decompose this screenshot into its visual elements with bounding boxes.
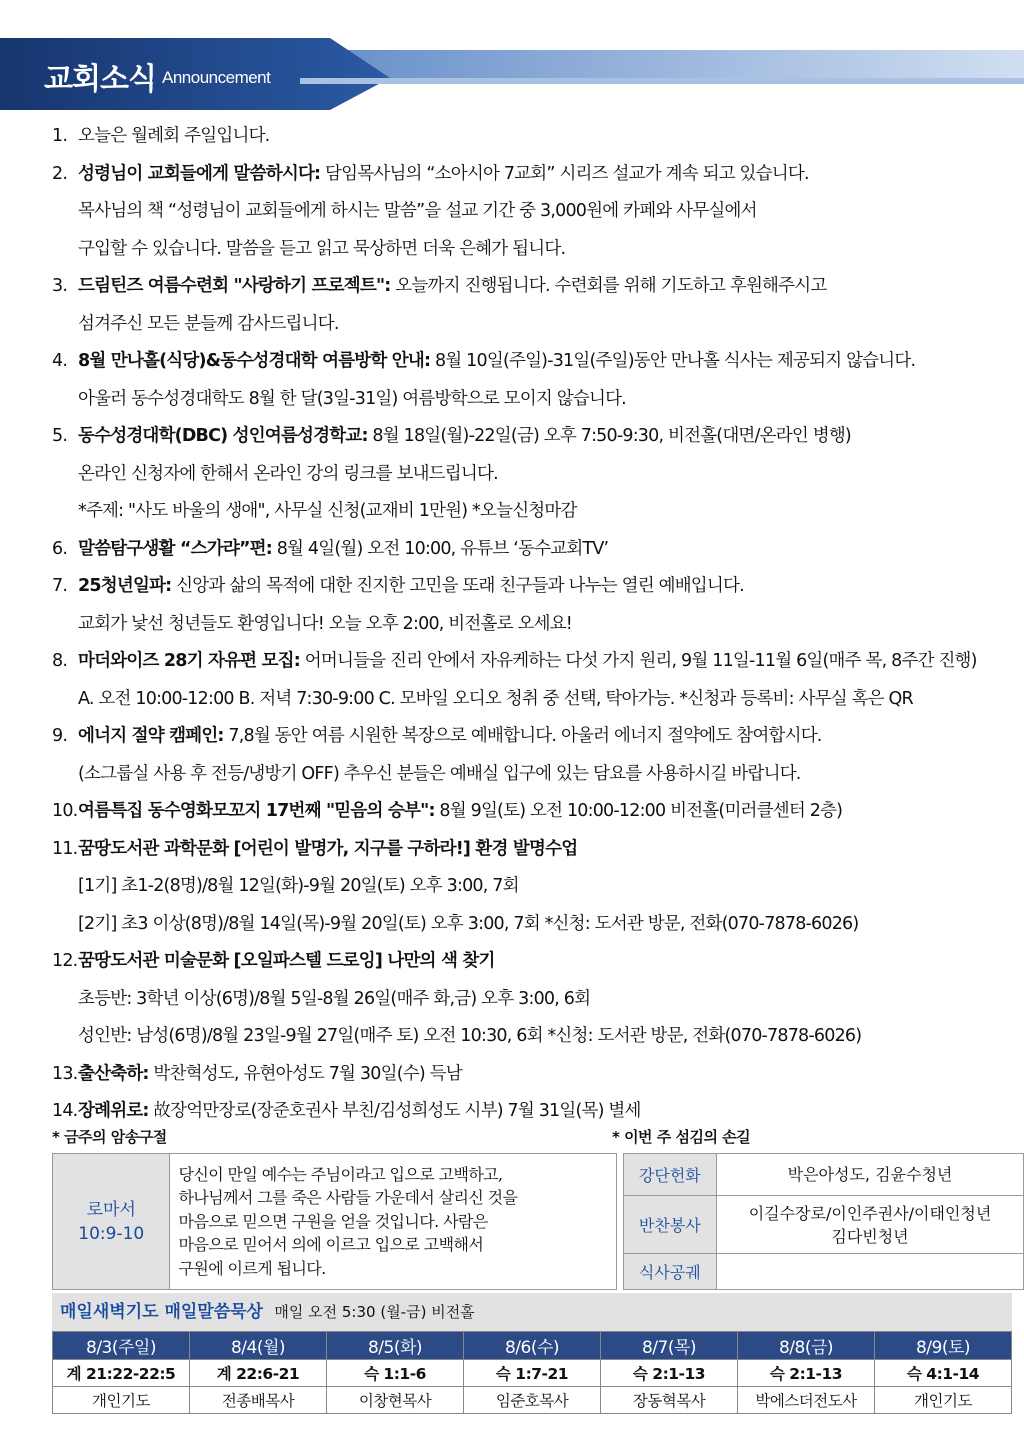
dawn-prayer-table xyxy=(52,1331,1012,1414)
notice-number: 8. xyxy=(52,651,68,671)
dawn-passage-cell: 슥 1:1-6 xyxy=(327,1360,464,1387)
notice-heading: 여름특집 동수영화모꼬지 17번째 "믿음의 승부": xyxy=(78,801,435,821)
notice-item xyxy=(52,156,1017,194)
service-value xyxy=(717,1154,1024,1196)
notice-text: 오늘까지 진행됩니다. 수련회를 위해 기도하고 후원해주시고 xyxy=(390,276,827,296)
service-section-label: * 이번 주 섬김의 손길 xyxy=(612,1128,751,1146)
dawn-passage-cell: 슥 2:1-13 xyxy=(601,1360,738,1387)
notice-continuation: [2기] 초3 이상(8명)/8월 14일(목)-9월 20일(토) 오후 3:00, 7회 *신청: 도서관 방문, 전화(070-7878-6026) xyxy=(78,913,859,934)
notice-item xyxy=(52,1056,1017,1094)
notice-item xyxy=(52,343,1017,381)
notice-number: 10. xyxy=(52,801,78,821)
notice-continuation: 성인반: 남성(6명)/8월 23일-9월 27일(매주 토) 오전 10:30, 6회 *신청: 도서관 방문, 전화(070-7878-6026) xyxy=(78,1026,862,1046)
notice-heading: 드림틴즈 여름수련회 "사랑하기 프로젝트": xyxy=(78,276,391,296)
notice-text: 박찬혁성도, 유현아성도 7월 30일(수) 득남 xyxy=(148,1063,462,1084)
service-value-line: 박은아성도, 김윤수청년 xyxy=(787,1165,953,1184)
dawn-prayer-title: 매일새벽기도 매일말씀묵상 xyxy=(60,1302,263,1322)
notice-item xyxy=(52,793,1017,831)
dawn-day-cell: 8/7(목) xyxy=(601,1332,738,1360)
notice-number: 2. xyxy=(52,163,68,184)
dawn-leader-cell: 이창현목사 xyxy=(327,1387,464,1414)
notice-continuation: 교회가 낯선 청년들도 환영입니다! 오늘 오후 2:00, 비전홀로 오세요! xyxy=(78,613,573,634)
notice-item xyxy=(52,1093,1017,1131)
service-value-line: 이길수장로/이인주권사/이태인청년 xyxy=(748,1203,992,1223)
notice-item xyxy=(52,718,1017,756)
dawn-leader-cell: 전종배목사 xyxy=(190,1387,327,1414)
header-subtitle: Announcement xyxy=(162,68,271,87)
notice-item xyxy=(52,531,1017,569)
notice-text: 신앙과 삶의 목적에 대한 진지한 고민을 또래 친구들과 나누는 열린 예배입니다. xyxy=(171,576,744,596)
header-title: 교회소식 xyxy=(44,62,156,97)
notice-number: 11. xyxy=(52,838,78,859)
service-label: 반찬봉사 xyxy=(623,1196,716,1254)
notice-item xyxy=(52,568,1017,606)
service-label: 식사공궤 xyxy=(623,1254,716,1290)
dawn-passage-cell: 계 22:6-21 xyxy=(190,1360,327,1387)
notice-heading: 8월 만나홀(식당)&동수성경대학 여름방학 안내: xyxy=(78,351,431,371)
verse-reference xyxy=(53,1154,170,1290)
dawn-passages-row xyxy=(53,1360,1012,1387)
notice-heading: 25청년일파: xyxy=(78,576,172,596)
service-value xyxy=(717,1254,1024,1290)
notice-text: 8월 9일(토) 오전 10:00-12:00 비전홀(미러클센터 2층) xyxy=(434,801,843,821)
dawn-day-cell: 8/9(토) xyxy=(875,1332,1012,1360)
notice-number: 9. xyxy=(52,726,68,746)
dawn-leader-cell: 박에스더전도사 xyxy=(738,1387,875,1414)
verse-line: 하나님께서 그를 죽은 사람들 가운데서 살리신 것을 xyxy=(178,1188,518,1208)
service-value xyxy=(717,1196,1024,1254)
notice-number: 1. xyxy=(52,126,68,146)
notice-number: 7. xyxy=(52,576,68,596)
notice-text: 담임목사님의 “소아시아 7교회” 시리즈 설교가 계속 되고 있습니다. xyxy=(320,163,809,184)
notice-heading: 에너지 절약 캠페인: xyxy=(78,726,224,746)
dawn-leader-cell: 개인기도 xyxy=(875,1387,1012,1414)
notice-item xyxy=(52,118,1017,156)
notice-number: 12. xyxy=(52,951,78,971)
notice-continuation: A. 오전 10:00-12:00 B. 저녁 7:30-9:00 C. 모바일 오디오 청취 중 선택, 탁아가능. *신청과 등록비: 사무실 혹은 QR xyxy=(78,688,913,709)
header-banner xyxy=(0,38,1024,110)
verse-ref-book: 로마서 xyxy=(86,1199,136,1220)
notice-number: 13. xyxy=(52,1063,78,1084)
verse-service-table xyxy=(52,1153,1024,1290)
dawn-passage-cell: 슥 4:1-14 xyxy=(875,1360,1012,1387)
notice-heading: 말씀탐구생활 “스가랴”편: xyxy=(78,538,272,559)
notice-text: 7,8월 동안 여름 시원한 복장으로 예배합니다. 아울러 에너지 절약에도 참여합시다. xyxy=(223,726,822,746)
notice-text: 故장억만장로(장준호권사 부친/김성희성도 시부) 7월 31일(목) 별세 xyxy=(148,1101,641,1121)
notice-text: 오늘은 월례회 주일입니다. xyxy=(78,126,270,146)
verse-text xyxy=(170,1154,616,1290)
dawn-day-cell: 8/5(화) xyxy=(327,1332,464,1360)
verse-line: 구원에 이르게 됩니다. xyxy=(178,1258,326,1278)
dawn-day-cell: 8/4(월) xyxy=(190,1332,327,1360)
dawn-prayer-header xyxy=(52,1293,1012,1331)
notice-text: 8월 10일(주일)-31일(주일)동안 만나홀 식사는 제공되지 않습니다. xyxy=(430,351,916,371)
notice-text: 8월 4일(월) 오전 10:00, 유튜브 ‘동수교회TV’ xyxy=(271,538,609,559)
notice-number: 5. xyxy=(52,426,68,446)
notice-number: 3. xyxy=(52,276,68,296)
dawn-leaders-row xyxy=(53,1387,1012,1414)
verse-ref-chapter: 10:9-10 xyxy=(78,1223,145,1244)
dawn-leader-cell: 개인기도 xyxy=(53,1387,190,1414)
dawn-passage-cell: 계 21:22-22:5 xyxy=(53,1360,190,1387)
service-label: 강단헌화 xyxy=(623,1154,716,1196)
dawn-passage-cell: 슥 2:1-13 xyxy=(738,1360,875,1387)
notice-continuation: (소그룹실 사용 후 전등/냉방기 OFF) 추우신 분들은 예배실 입구에 있는 담요를 사용하시길 바랍니다. xyxy=(78,763,801,784)
notice-continuation: *주제: "사도 바울의 생애", 사무실 신청(교재비 1만원) *오늘신청마감 xyxy=(78,501,577,521)
notice-text: 어머니들을 진리 안에서 자유케하는 다섯 가지 원리, 9월 11일-11월 6일(매주 목, 8주간 진행) xyxy=(299,651,977,671)
notice-item xyxy=(52,418,1017,456)
notice-heading: 마더와이즈 28기 자유편 모집: xyxy=(78,651,300,671)
notice-heading: 출산축하: xyxy=(78,1063,149,1084)
notice-item xyxy=(52,643,1017,681)
notice-heading: 동수성경대학(DBC) 성인여름성경학교: xyxy=(78,426,368,446)
notice-continuation: 구입할 수 있습니다. 말씀을 듣고 읽고 묵상하면 더욱 은혜가 됩니다. xyxy=(78,238,566,259)
notice-continuation: [1기] 초1-2(8명)/8월 12일(화)-9월 20일(토) 오후 3:00, 7회 xyxy=(78,876,519,896)
notice-continuation: 온라인 신청자에 한해서 온라인 강의 링크를 보내드립니다. xyxy=(78,463,498,484)
notice-continuation: 아울러 동수성경대학도 8월 한 달(3일-31일) 여름방학으로 모이지 않습니다. xyxy=(78,388,626,409)
notice-number: 6. xyxy=(52,538,68,559)
notice-continuation: 목사님의 책 “성령님이 교회들에게 하시는 말씀”을 설교 기간 중 3,000원에 카페와 사무실에서 xyxy=(78,201,757,221)
service-value-line: 김다빈청년 xyxy=(831,1226,909,1246)
notice-continuation: 초등반: 3학년 이상(6명)/8월 5일-8월 26일(매주 화,금) 오후 3:00, 6회 xyxy=(78,988,591,1009)
notice-heading: 꿈땅도서관 미술문화 [오일파스텔 드로잉] 나만의 색 찾기 xyxy=(78,951,495,971)
verse-line: 마음으로 믿으면 구원을 얻을 것입니다. 사람은 xyxy=(178,1211,488,1231)
notice-heading: 성령님이 교회들에게 말씀하시다: xyxy=(78,163,321,184)
notice-item xyxy=(52,268,1017,306)
dawn-prayer-time: 매일 오전 5:30 (월-금) 비전홀 xyxy=(274,1303,475,1321)
dawn-day-cell: 8/6(수) xyxy=(464,1332,601,1360)
notice-number: 4. xyxy=(52,351,68,371)
dawn-day-cell: 8/3(주일) xyxy=(53,1332,190,1360)
notice-number: 14. xyxy=(52,1101,78,1121)
notice-heading: 장례위로: xyxy=(78,1101,149,1121)
verse-section-label: * 금주의 암송구절 xyxy=(52,1128,167,1146)
dawn-day-cell: 8/8(금) xyxy=(738,1332,875,1360)
verse-line: 당신이 만일 예수는 주님이라고 입으로 고백하고, xyxy=(178,1164,503,1184)
notice-text: 8월 18일(월)-22일(금) 오후 7:50-9:30, 비전홀(대면/온라인 병행) xyxy=(367,426,851,446)
notice-heading: 꿈땅도서관 과학문화 [어린이 발명가, 지구를 구하라!] 환경 발명수업 xyxy=(78,838,578,859)
notice-list xyxy=(52,118,1017,1131)
verse-line: 마음으로 믿어서 의에 이르고 입으로 고백해서 xyxy=(178,1235,484,1255)
notice-item xyxy=(52,943,1017,981)
dawn-leader-cell: 임준호목사 xyxy=(464,1387,601,1414)
dawn-leader-cell: 장동혁목사 xyxy=(601,1387,738,1414)
dawn-prayer-section xyxy=(52,1293,1012,1414)
notice-continuation: 섬겨주신 모든 분들께 감사드립니다. xyxy=(78,313,339,334)
notice-item xyxy=(52,831,1017,869)
dawn-passage-cell: 슥 1:7-21 xyxy=(464,1360,601,1387)
dawn-days-row xyxy=(53,1332,1012,1360)
